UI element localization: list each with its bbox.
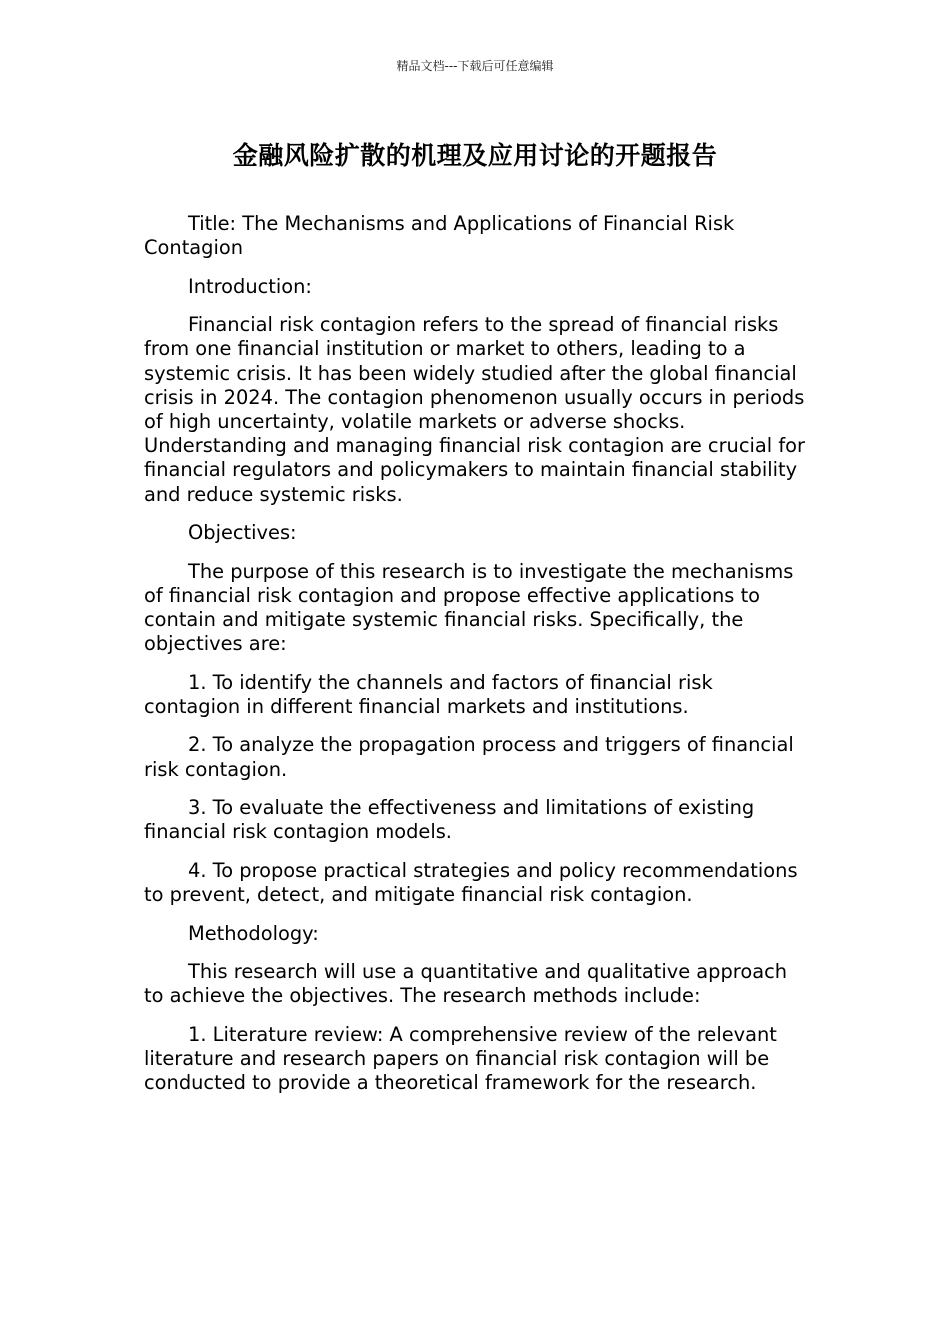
section-heading-methodology: Methodology: bbox=[188, 921, 319, 945]
section-heading-introduction: Introduction: bbox=[188, 274, 312, 298]
paragraph-methodology-intro: This research will use a quantitative and qualitative approach to achieve the objectives. The research methods include: bbox=[144, 960, 788, 1008]
paragraph-introduction: Financial risk contagion refers to the spread of financial risks from one financial institution or market to others, leading to a systemic crisis. It has been widely studied after the global financial crisis in 2024. The contagion phenomenon usually occurs in periods of high uncertainty, volatile markets or adverse shocks. Understanding and managing financial risk contagion are crucial for financial regulators and policymakers to maintain financial stability and reduce systemic risks. bbox=[144, 313, 805, 506]
document-body bbox=[144, 212, 809, 1110]
paragraph-objectives-intro: The purpose of this research is to investigate the mechanisms of financial risk contagion and propose effective applications to contain and mitigate systemic financial risks. Specifically, the objectives are: bbox=[144, 559, 794, 656]
page-header-note: 精品文档---下载后可任意编辑 bbox=[396, 59, 554, 73]
paragraph-title-line: Title: The Mechanisms and Applications of Financial Risk Contagion bbox=[144, 212, 735, 260]
objective-item-2: 2. To analyze the propagation process and triggers of financial risk contagion. bbox=[144, 733, 794, 781]
section-heading-objectives: Objectives: bbox=[188, 521, 297, 545]
objective-item-1: 1. To identify the channels and factors of financial risk contagion in different financial markets and institutions. bbox=[144, 670, 713, 718]
objective-item-3: 3. To evaluate the effectiveness and limitations of existing financial risk contagion models. bbox=[144, 796, 755, 844]
document-title: 金融风险扩散的机理及应用讨论的开题报告 bbox=[232, 141, 718, 170]
method-item-1: 1. Literature review: A comprehensive review of the relevant literature and research papers on financial risk contagion will be conducted to provide a theoretical framework for the research. bbox=[144, 1022, 777, 1095]
objective-item-4: 4. To propose practical strategies and policy recommendations to prevent, detect, and mitigate financial risk contagion. bbox=[144, 858, 798, 907]
